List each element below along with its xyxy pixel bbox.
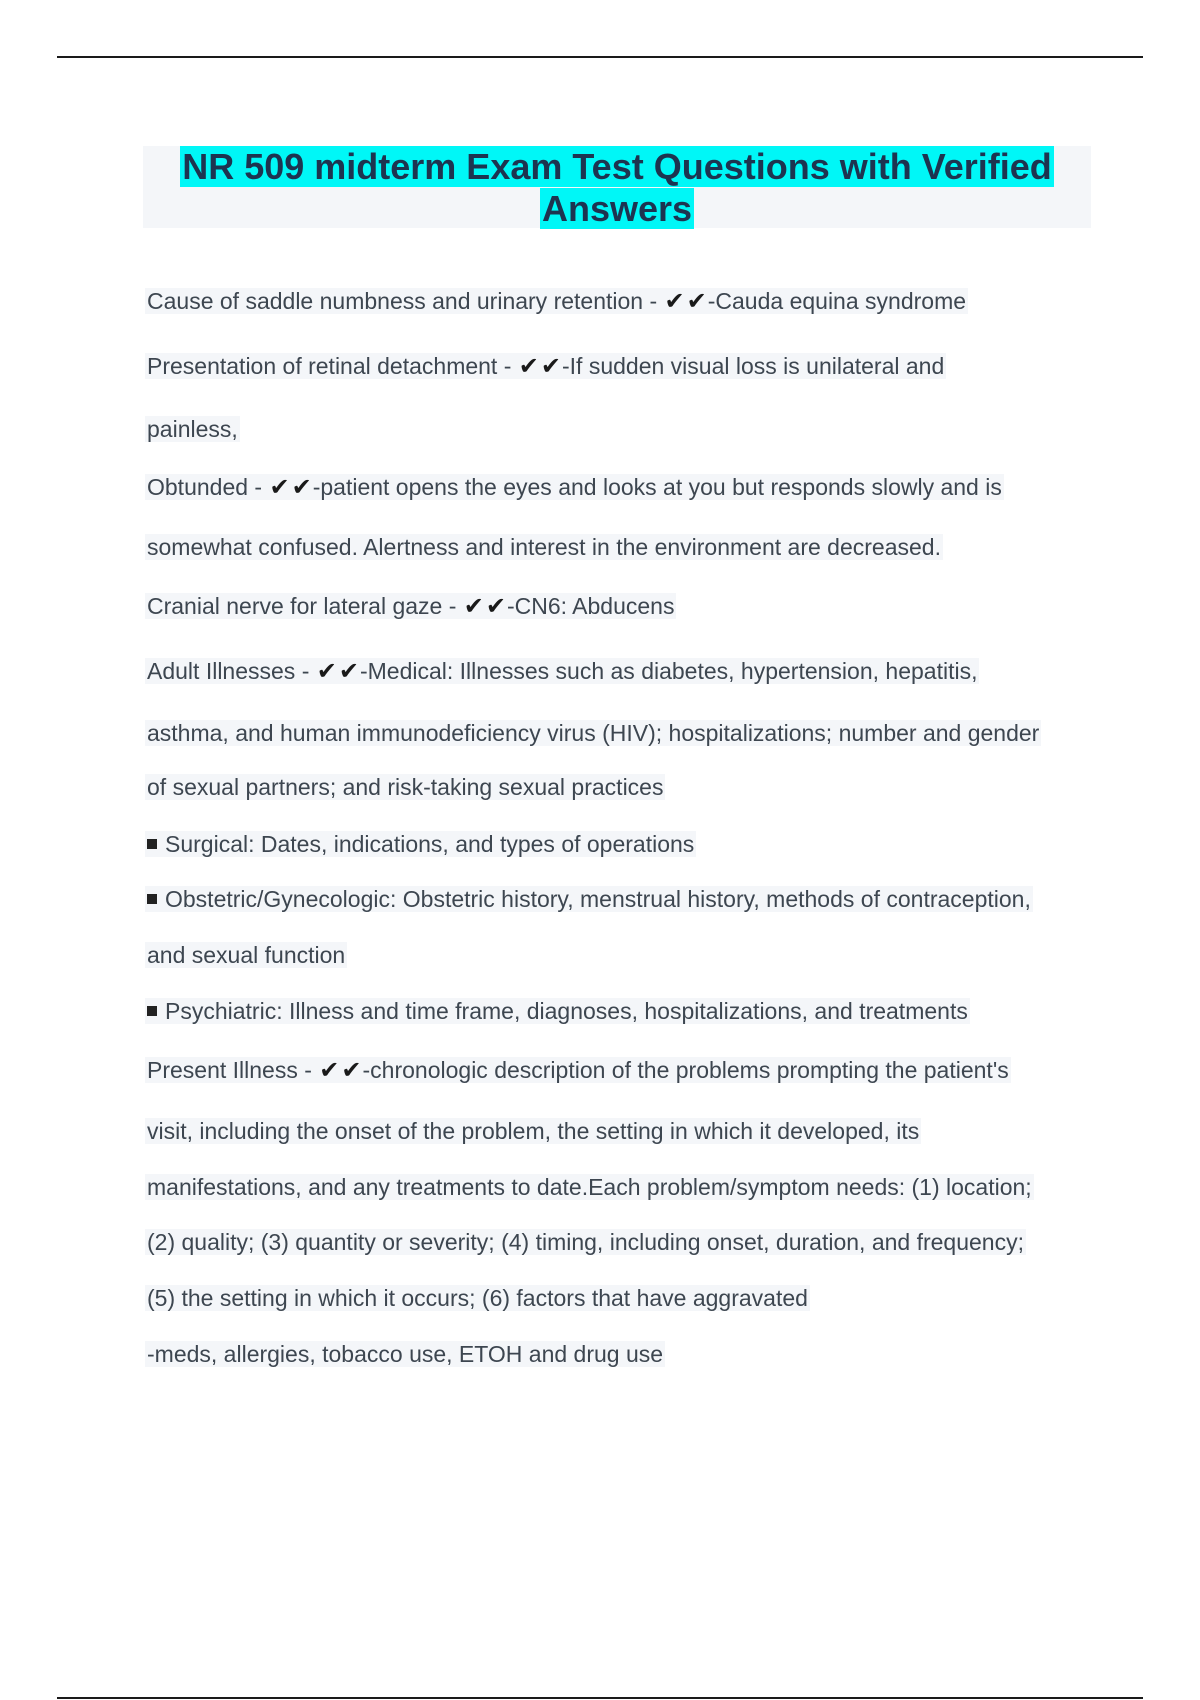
question-text: Presentation of retinal detachment -	[147, 353, 512, 379]
qa-line	[145, 286, 968, 316]
bullet-line	[145, 829, 696, 859]
page-title-line-1: NR 509 midterm Exam Test Questions with Verified	[182, 146, 1052, 187]
continuation-line	[145, 940, 347, 970]
bullet-line	[145, 884, 1033, 914]
question-text: Adult Illnesses -	[147, 658, 310, 684]
answer-text: -patient opens the eyes and looks at you but responds slowly and is	[312, 474, 1002, 500]
continuation-line	[145, 1339, 665, 1369]
check-icon: ✔	[319, 1056, 340, 1084]
answer-text: -chronologic description of the problems prompting the patient's	[362, 1057, 1009, 1083]
check-icon: ✔	[269, 473, 290, 501]
title-block	[143, 146, 1091, 228]
answer-text: -If sudden visual loss is unilateral and	[561, 353, 945, 379]
continuation-line	[145, 1172, 1034, 1202]
check-icon: ✔	[341, 1056, 362, 1084]
continuation-text: asthma, and human immunodeficiency virus (HIV); hospitalizations; number and gender	[147, 720, 1040, 746]
check-icon: ✔	[291, 473, 312, 501]
continuation-line	[145, 1227, 1026, 1257]
page-title-line-2: Answers	[541, 188, 693, 229]
check-icon: ✔	[518, 352, 539, 380]
question-text: Cranial nerve for lateral gaze -	[147, 593, 457, 619]
check-icon: ✔	[686, 287, 707, 315]
continuation-text: painless,	[147, 416, 238, 442]
continuation-text: and sexual function	[147, 942, 346, 968]
continuation-line	[145, 414, 240, 444]
continuation-text: of sexual partners; and risk-taking sexual practices	[147, 774, 664, 800]
check-icon: ✔	[463, 592, 484, 620]
continuation-text: (5) the setting in which it occurs; (6) factors that have aggravated	[147, 1285, 808, 1311]
check-icon: ✔	[540, 352, 561, 380]
square-bullet-icon	[147, 1006, 157, 1016]
square-bullet-icon	[147, 839, 157, 849]
qa-line	[145, 472, 1004, 502]
continuation-line	[145, 1116, 921, 1146]
continuation-line	[145, 1283, 810, 1313]
question-text: Obtunded -	[147, 474, 263, 500]
continuation-text: visit, including the onset of the problem, the setting in which it developed, its	[147, 1118, 920, 1144]
bullet-text: Psychiatric: Illness and time frame, diagnoses, hospitalizations, and treatments	[165, 998, 968, 1024]
continuation-text: -meds, allergies, tobacco use, ETOH and drug use	[147, 1341, 664, 1367]
square-bullet-icon	[147, 894, 157, 904]
bullet-text: Obstetric/Gynecologic: Obstetric history, menstrual history, methods of contraception,	[165, 886, 1031, 912]
answer-text: -Medical: Illnesses such as diabetes, hypertension, hepatitis,	[359, 658, 978, 684]
continuation-line	[145, 718, 1041, 748]
answer-text: -CN6: Abducens	[506, 593, 675, 619]
continuation-line	[145, 772, 665, 802]
qa-line	[145, 656, 979, 686]
top-rule	[57, 56, 1143, 58]
question-text: Present Illness -	[147, 1057, 312, 1083]
qa-line	[145, 1055, 1011, 1085]
qa-line	[145, 591, 676, 621]
continuation-line	[145, 532, 943, 562]
answer-text: -Cauda equina syndrome	[707, 288, 967, 314]
question-text: Cause of saddle numbness and urinary retention -	[147, 288, 658, 314]
check-icon: ✔	[664, 287, 685, 315]
bullet-text: Surgical: Dates, indications, and types of operations	[165, 831, 695, 857]
qa-line	[145, 351, 946, 381]
check-icon: ✔	[316, 657, 337, 685]
bottom-rule	[57, 1697, 1143, 1699]
continuation-text: manifestations, and any treatments to date.Each problem/symptom needs: (1) location;	[147, 1174, 1032, 1200]
continuation-text: (2) quality; (3) quantity or severity; (4) timing, including onset, duration, and frequency;	[147, 1229, 1024, 1255]
continuation-text: somewhat confused. Alertness and interest in the environment are decreased.	[147, 534, 941, 560]
check-icon: ✔	[485, 592, 506, 620]
bullet-line	[145, 996, 970, 1026]
check-icon: ✔	[338, 657, 359, 685]
